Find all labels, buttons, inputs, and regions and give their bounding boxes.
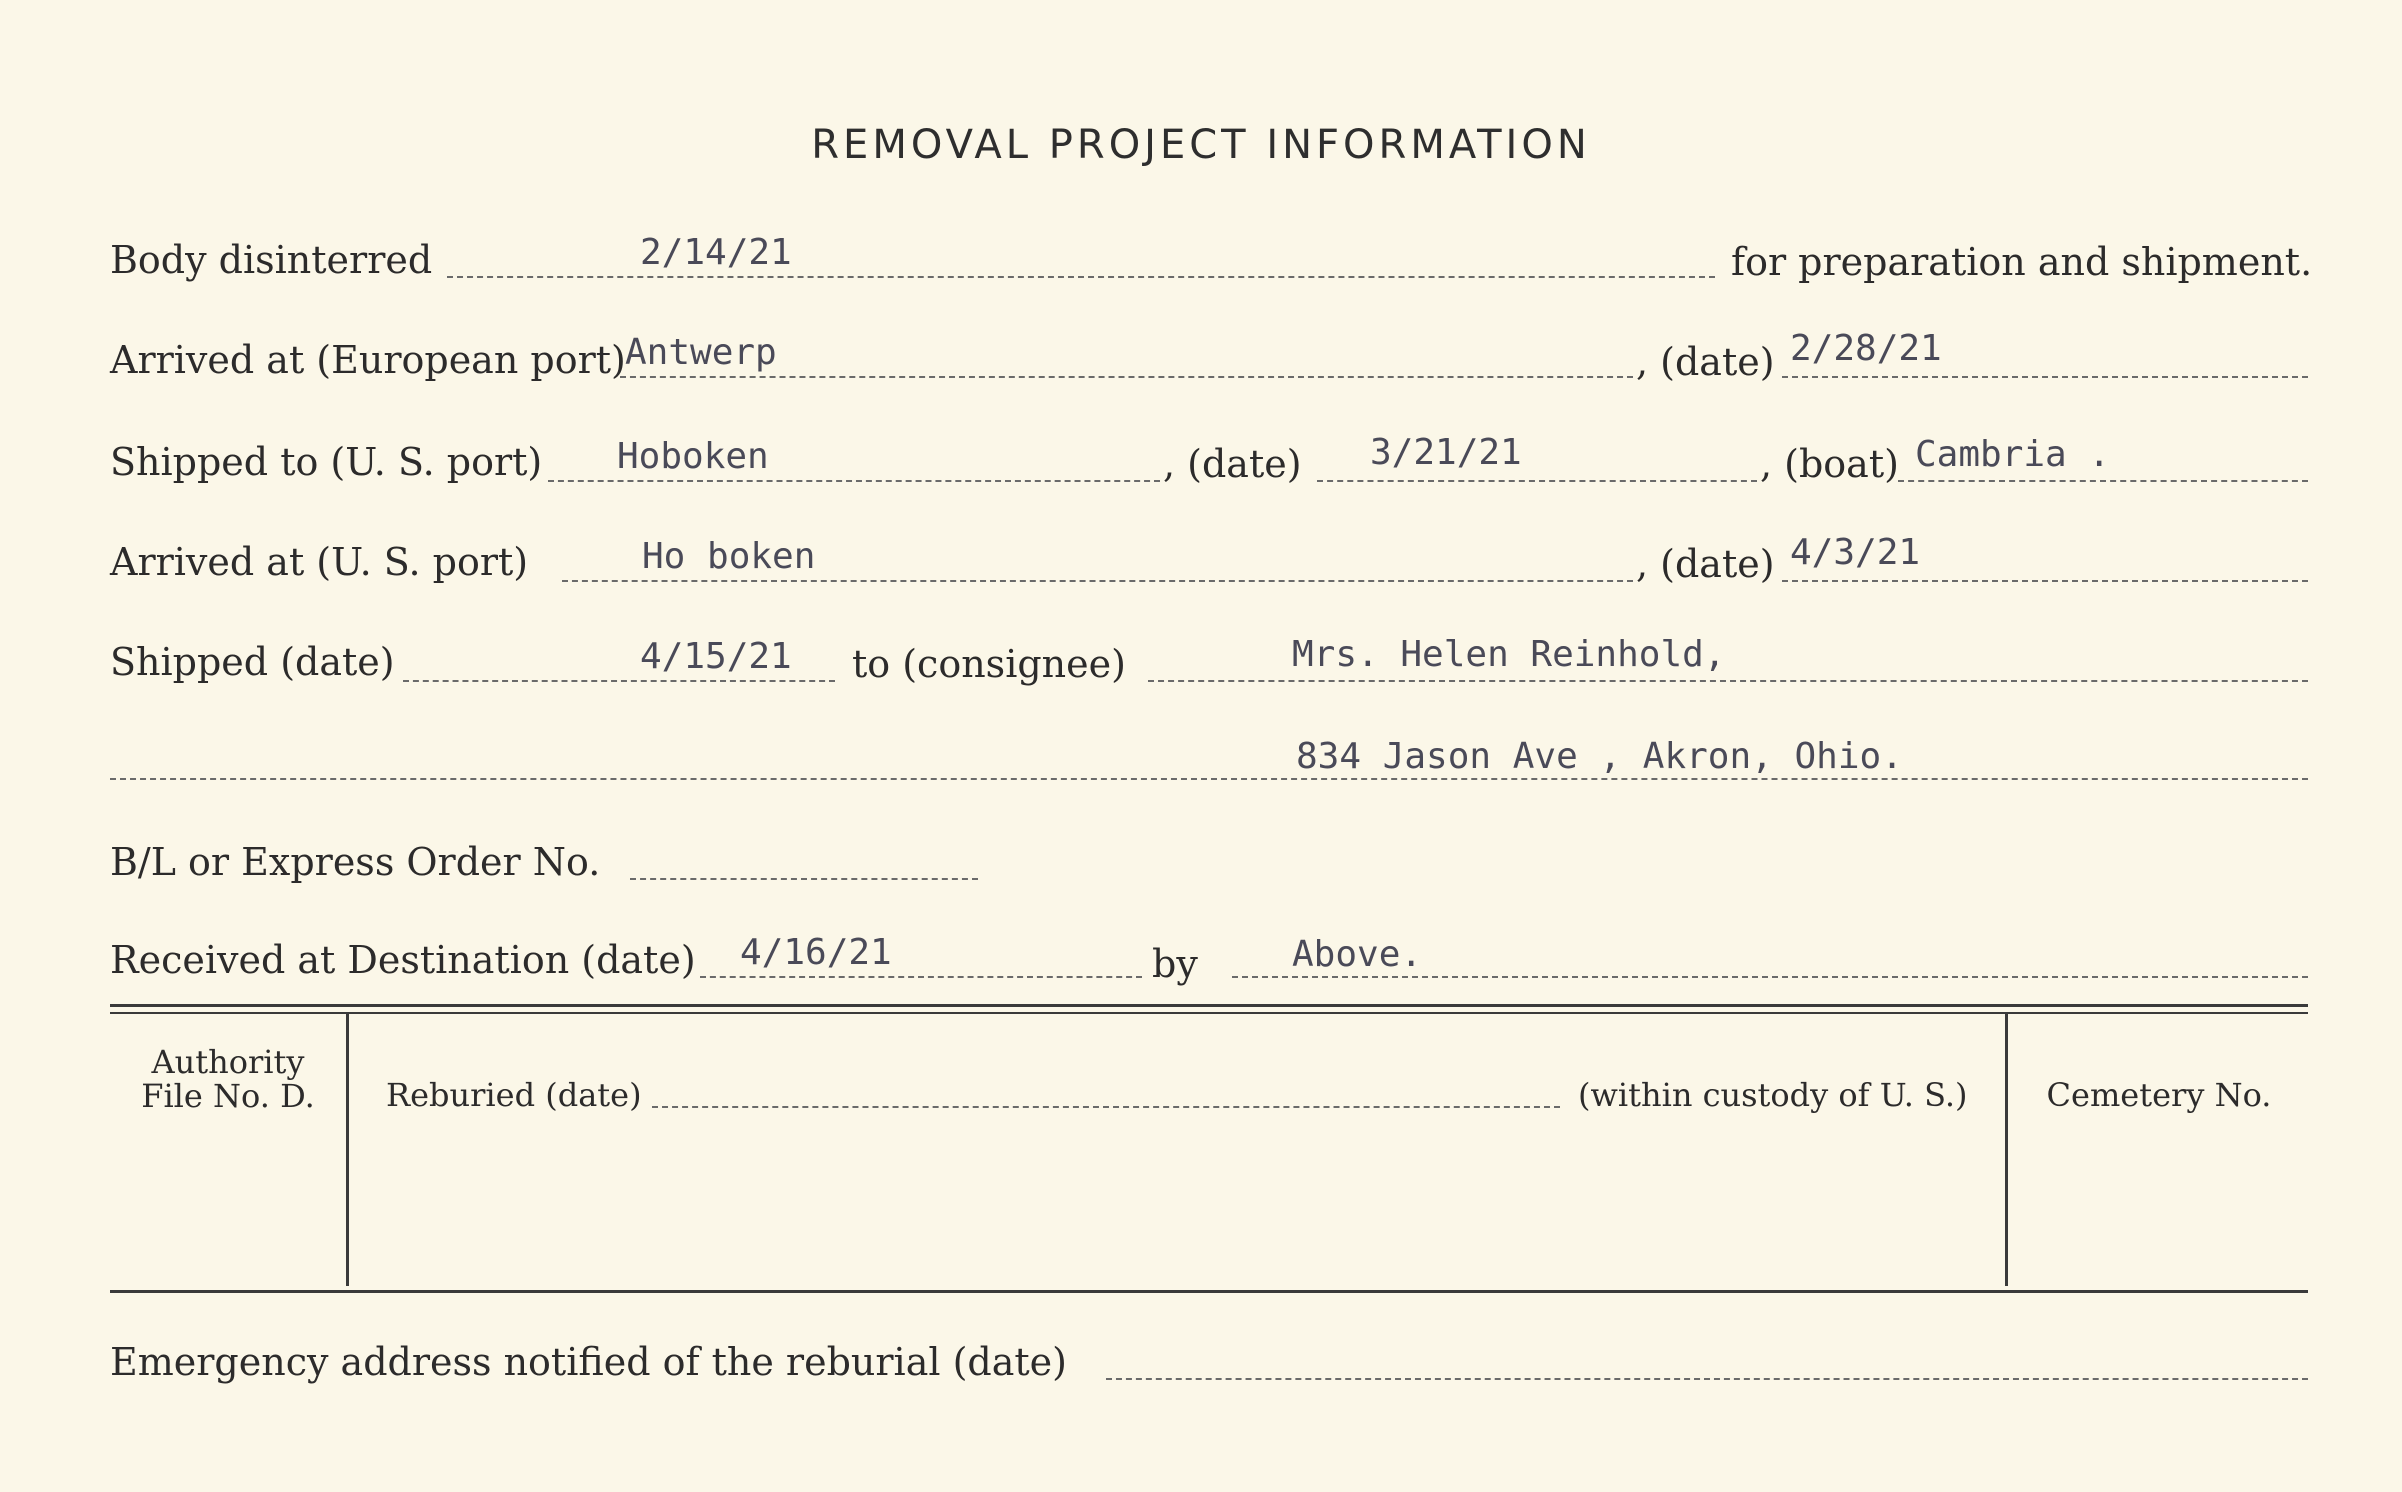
body-disinterred-value: 2/14/21: [640, 232, 792, 273]
arrived-european-date-label: , (date): [1636, 340, 1775, 384]
file-no-label: File No. D.: [141, 1077, 315, 1115]
body-disinterred-suffix: for preparation and shipment.: [1731, 240, 2313, 284]
received-by-line: [1232, 976, 2308, 978]
shipped-date-value: 4/15/21: [640, 636, 792, 677]
bl-express-order-label: B/L or Express Order No.: [110, 840, 601, 884]
shipped-us-port-line: [548, 480, 1160, 482]
received-by-value: Above.: [1292, 934, 1423, 975]
arrived-us-date-line: [1782, 580, 2308, 582]
table-divider-right: [2005, 1014, 2008, 1286]
shipped-us-boat-line: [1898, 480, 2308, 482]
shipped-us-date-value: 3/21/21: [1370, 432, 1522, 473]
consignee-address-line: [110, 778, 2308, 780]
emergency-notified-label: Emergency address notified of the reburial (date): [110, 1340, 1067, 1384]
shipped-us-port-value: Hoboken: [617, 436, 769, 477]
shipped-us-boat-value: Cambria .: [1915, 434, 2111, 475]
shipped-date-line: [403, 680, 835, 682]
consignee-name: Mrs. Helen Reinhold,: [1292, 634, 1726, 675]
arrived-european-port-label: Arrived at (European port): [110, 338, 626, 382]
arrived-european-port-line: [620, 376, 1633, 378]
page-title: REMOVAL PROJECT INFORMATION: [811, 122, 1591, 168]
table-bottom-rule: [110, 1290, 2308, 1293]
table-divider-left: [346, 1014, 349, 1286]
arrived-us-port-value: Ho boken: [642, 536, 816, 577]
arrived-european-date-line: [1782, 376, 2308, 378]
cemetery-no-label: Cemetery No.: [2046, 1076, 2272, 1114]
arrived-us-port-label: Arrived at (U. S. port): [110, 540, 529, 584]
arrived-us-date-value: 4/3/21: [1790, 532, 1921, 573]
emergency-notified-line: [1106, 1378, 2308, 1380]
reburied-date-line: [652, 1106, 1560, 1108]
shipped-us-date-label: , (date): [1163, 442, 1302, 486]
shipped-us-date-line: [1317, 480, 1757, 482]
received-destination-date: 4/16/21: [740, 932, 892, 973]
bl-express-order-line: [630, 878, 978, 880]
consignee-label: to (consignee): [852, 642, 1126, 686]
table-top-rule-2: [110, 1012, 2308, 1014]
reburied-date-label: Reburied (date): [386, 1076, 642, 1114]
arrived-us-port-line: [562, 580, 1633, 582]
authority-label: Authority: [151, 1043, 305, 1081]
arrived-us-date-label: , (date): [1636, 542, 1775, 586]
shipped-us-boat-label: , (boat): [1760, 442, 1899, 486]
body-disinterred-label: Body disinterred: [110, 238, 433, 282]
received-destination-line: [700, 976, 1142, 978]
shipped-date-label: Shipped (date): [110, 640, 395, 684]
shipped-us-port-label: Shipped to (U. S. port): [110, 440, 543, 484]
body-disinterred-line: [447, 276, 1715, 278]
consignee-address: 834 Jason Ave , Akron, Ohio.: [1296, 736, 1903, 777]
table-top-rule-1: [110, 1004, 2308, 1007]
arrived-european-port-value: Antwerp: [625, 332, 777, 373]
arrived-european-date-value: 2/28/21: [1790, 328, 1942, 369]
consignee-line: [1148, 680, 2308, 682]
received-by-label: by: [1152, 942, 1198, 986]
received-destination-label: Received at Destination (date): [110, 938, 696, 982]
custody-label: (within custody of U. S.): [1578, 1076, 1968, 1114]
